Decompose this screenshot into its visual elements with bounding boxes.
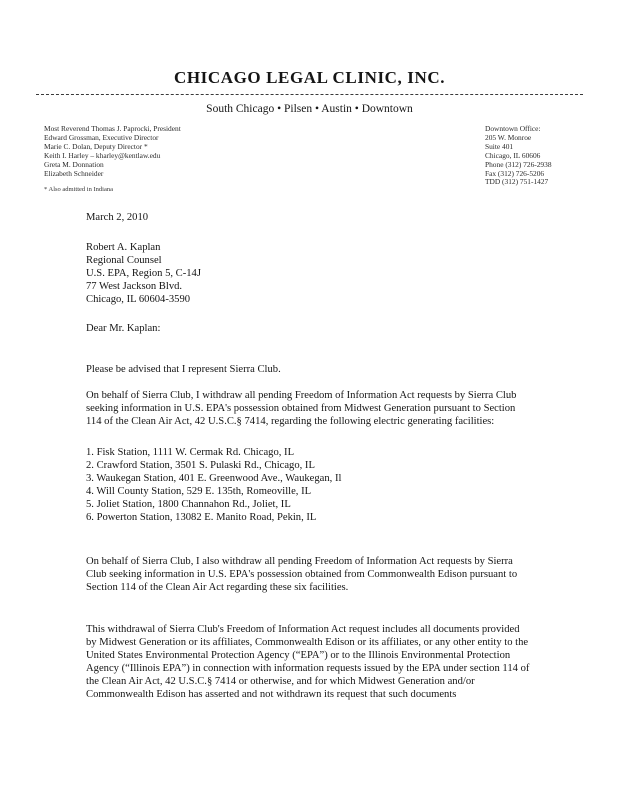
address-line: Downtown Office: bbox=[485, 124, 541, 133]
address-line: Phone (312) 726-2938 bbox=[485, 159, 552, 169]
list-item: 6. Powerton Station, 13082 E. Manito Road, Pekin, IL bbox=[86, 512, 317, 524]
recipient-line: Regional Counsel bbox=[86, 255, 162, 267]
staff-line: Edward Grossman, Executive Director bbox=[44, 132, 159, 142]
address-line: TDD (312) 751-1427 bbox=[485, 177, 549, 187]
list-item: 3. Waukegan Station, 401 E. Greenwood Ave., Waukegan, Il bbox=[86, 473, 342, 485]
downtown-office-address bbox=[485, 125, 552, 187]
salutation: Dear Mr. Kaplan: bbox=[86, 323, 161, 334]
staff-list bbox=[44, 125, 181, 178]
staff-line: Marie C. Dolan, Deputy Director * bbox=[44, 141, 148, 151]
staff-line: Greta M. Donnation bbox=[44, 159, 104, 169]
recipient-line: Chicago, IL 60604-3590 bbox=[86, 294, 191, 306]
staff-line: Elizabeth Schneider bbox=[44, 168, 104, 178]
recipient-line: Robert A. Kaplan bbox=[86, 242, 161, 253]
paragraph-withdraw-midwest: On behalf of Sierra Club, I withdraw all pending Freedom of Information Act requests by Sierra Club seeking information in U.S. EPA's possession obtained from Midwest Generation pursuant to Section 114 of the Clean Air Act, 42 U.S.C.§ 7414, regarding the following electric generating facilities: bbox=[86, 389, 517, 427]
address-line: 205 W. Monroe bbox=[485, 132, 532, 142]
address-line: Fax (312) 726-5206 bbox=[485, 168, 545, 178]
facility-list bbox=[86, 446, 530, 525]
recipient-block bbox=[86, 241, 530, 306]
list-item: 2. Crawford Station, 3501 S. Pulaski Rd., Chicago, IL bbox=[86, 460, 315, 472]
staff-footnote: * Also admitted in Indiana bbox=[44, 186, 113, 193]
office-locations: South Chicago • Pilsen • Austin • Downtown bbox=[206, 103, 413, 115]
address-line: Suite 401 bbox=[485, 141, 514, 151]
list-item: 5. Joliet Station, 1800 Channahon Rd., Joliet, IL bbox=[86, 499, 291, 511]
paragraph-representation: Please be advised that I represent Sierra Club. bbox=[86, 363, 281, 375]
staff-line: Most Reverend Thomas J. Paprocki, President bbox=[44, 124, 181, 133]
recipient-line: 77 West Jackson Blvd. bbox=[86, 281, 183, 293]
recipient-line: U.S. EPA, Region 5, C-14J bbox=[86, 268, 201, 280]
letter-date: March 2, 2010 bbox=[86, 212, 149, 223]
letterhead-divider bbox=[36, 94, 583, 95]
paragraph-withdrawal-scope: This withdrawal of Sierra Club's Freedom of Information Act request includes all documents provided by Midwest Generation or its affiliates, Commonwealth Edison or its affiliates, or any other entity to the United States Environmental Protection Agency (“EPA”) or to the Illinois Environmental Protection Agency (“Illinois EPA”) in connection with information requests issued by the EPA under section 114 of the Clean Air Act, 42 U.S.C.§ 7414 or otherwise, and for which Midwest Generation and/or Commonwealth Edison has asserted and not withdrawn its request that such documents bbox=[86, 623, 530, 701]
list-item: 4. Will County Station, 529 E. 135th, Romeoville, IL bbox=[86, 486, 312, 498]
staff-line: Keith I. Harley – kharley@kentlaw.edu bbox=[44, 150, 161, 160]
list-item: 1. Fisk Station, 1111 W. Cermak Rd. Chicago, IL bbox=[86, 447, 295, 458]
address-line: Chicago, IL 60606 bbox=[485, 150, 541, 160]
letterhead-title: CHICAGO LEGAL CLINIC, INC. bbox=[173, 68, 446, 87]
paragraph-withdraw-comed: On behalf of Sierra Club, I also withdraw all pending Freedom of Information Act requests by Sierra Club seeking information in U.S. EPA's possession obtained from Commonwealth Edison pursuant to Section 114 of the Clean Air Act regarding these six facilities. bbox=[86, 555, 518, 593]
